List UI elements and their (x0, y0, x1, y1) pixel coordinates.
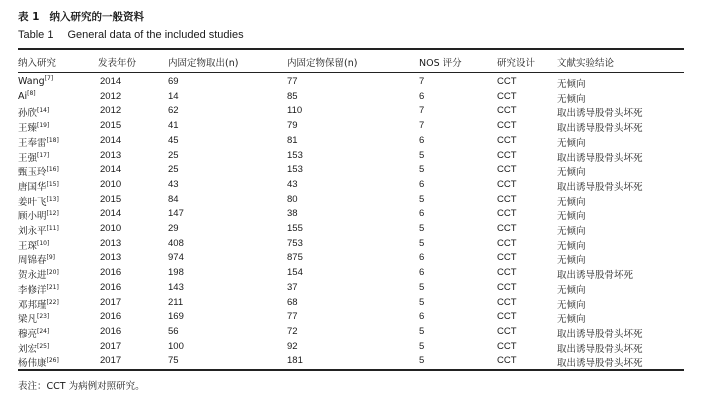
study-name: 孙欣 (18, 108, 38, 120)
cell-study (18, 267, 59, 281)
study-name: 甄玉玲 (18, 167, 47, 179)
cell-retained: 155 (287, 223, 303, 234)
cell-removed: 29 (168, 223, 179, 234)
study-name: 周锦春 (18, 255, 47, 267)
cell-nos: 5 (419, 164, 425, 176)
cell-conclusion: 无倾向 (557, 167, 586, 179)
cell-retained: 79 (287, 120, 298, 132)
cell-conclusion: 无倾向 (557, 299, 586, 311)
cell-design: CCT (497, 149, 517, 161)
study-name: 王臻 (18, 123, 38, 135)
cell-study (18, 282, 59, 296)
cell-retained: 72 (287, 325, 298, 337)
cell-study (18, 150, 49, 164)
cell-retained: 37 (287, 281, 298, 293)
cell-retained: 43 (287, 178, 298, 190)
study-ref: [18] (46, 136, 59, 144)
cell-nos: 5 (419, 237, 425, 249)
cell-nos: 6 (419, 311, 425, 323)
cell-design: CCT (497, 340, 517, 352)
cell-conclusion: 无倾向 (557, 93, 586, 105)
cell-retained: 875 (287, 252, 303, 264)
table-row (0, 135, 706, 150)
cell-conclusion: 无倾向 (557, 137, 586, 149)
cell-year: 2017 (100, 296, 122, 308)
cell-study (18, 194, 59, 208)
cell-removed: 169 (168, 311, 184, 323)
cell-retained: 181 (287, 355, 303, 367)
cell-conclusion: 无倾向 (557, 314, 586, 326)
cell-nos: 5 (419, 325, 425, 337)
cell-removed: 69 (168, 76, 179, 87)
table-row (0, 223, 706, 238)
cell-year: 2016 (100, 281, 122, 293)
cell-removed: 41 (168, 120, 179, 132)
caption-cn (18, 9, 144, 24)
cell-year: 2014 (100, 134, 122, 146)
cell-removed: 143 (168, 281, 184, 293)
cell-study (18, 91, 36, 102)
cell-study (18, 238, 49, 252)
cell-retained: 77 (287, 76, 298, 87)
cell-year: 2012 (100, 90, 122, 102)
cell-study (18, 179, 59, 193)
cell-year: 2016 (100, 311, 122, 323)
cell-study (18, 105, 49, 119)
study-ref: [15] (46, 180, 59, 188)
study-ref: [9] (46, 254, 56, 262)
cell-conclusion: 取出诱导股骨坏死 (557, 270, 634, 282)
cell-design: CCT (497, 296, 517, 308)
table-row (0, 150, 706, 165)
cell-retained: 92 (287, 340, 298, 352)
cell-retained: 68 (287, 296, 298, 308)
cell-study (18, 120, 49, 134)
cell-removed: 84 (168, 193, 179, 205)
cell-year: 2013 (100, 237, 122, 249)
table-row (0, 238, 706, 253)
header-study: 纳入研究 (18, 58, 57, 69)
cell-conclusion: 取出诱导股骨头坏死 (557, 328, 643, 340)
cell-retained: 77 (287, 311, 298, 323)
study-name: 刘永平 (18, 226, 47, 237)
table-row (0, 326, 706, 341)
cell-year: 2016 (100, 325, 122, 337)
cell-retained: 85 (287, 90, 298, 102)
cell-conclusion: 无倾向 (557, 240, 586, 252)
cell-removed: 25 (168, 149, 179, 161)
cell-design: CCT (497, 193, 517, 205)
cell-year: 2014 (100, 76, 122, 87)
cell-nos: 6 (419, 267, 425, 279)
study-name: 唐国华 (18, 181, 47, 193)
cell-study (18, 208, 59, 222)
cell-conclusion: 取出诱导股骨头坏死 (557, 123, 643, 135)
study-ref: [24] (37, 327, 50, 335)
study-ref: [20] (46, 269, 59, 277)
cell-nos: 5 (419, 340, 425, 352)
cell-year: 2015 (100, 193, 122, 205)
cell-nos: 5 (419, 149, 425, 161)
cell-design: CCT (497, 267, 517, 279)
header-removed: 内固定物取出(n) (168, 58, 239, 69)
study-ref: [13] (46, 195, 59, 203)
cell-nos: 7 (419, 105, 425, 117)
study-ref: [22] (46, 298, 59, 306)
cell-study (18, 76, 53, 87)
cell-nos: 7 (419, 120, 425, 132)
study-name: 穆亮 (18, 328, 38, 340)
cell-retained: 753 (287, 237, 303, 249)
cell-design: CCT (497, 237, 517, 249)
cell-nos: 5 (419, 193, 425, 205)
header-year: 发表年份 (98, 58, 137, 69)
cell-conclusion: 无倾向 (557, 255, 586, 267)
caption-cn-number: 表 1 (18, 11, 40, 23)
study-name: 王强 (18, 152, 38, 164)
cell-design: CCT (497, 208, 517, 220)
cell-year: 2014 (100, 164, 122, 176)
table-row (0, 76, 706, 91)
cell-study (18, 326, 49, 340)
cell-nos: 5 (419, 296, 425, 308)
cell-removed: 198 (168, 267, 184, 279)
cell-removed: 56 (168, 325, 179, 337)
study-name: 梁凡 (18, 314, 38, 326)
cell-study (18, 297, 59, 311)
cell-nos: 5 (419, 281, 425, 293)
cell-design: CCT (497, 252, 517, 264)
cell-design: CCT (497, 223, 517, 234)
cell-removed: 100 (168, 340, 184, 352)
study-name: Ai (18, 90, 28, 102)
table-row (0, 120, 706, 135)
cell-nos: 6 (419, 252, 425, 264)
cell-retained: 81 (287, 134, 298, 146)
table-row (0, 164, 706, 179)
study-name: 刘宏 (18, 343, 38, 355)
cell-removed: 408 (168, 237, 184, 249)
cell-year: 2015 (100, 120, 122, 132)
cell-conclusion: 取出诱导股骨头坏死 (557, 343, 643, 355)
study-ref: [11] (46, 225, 59, 232)
cell-design: CCT (497, 325, 517, 337)
caption-en-number: Table 1 (18, 29, 54, 41)
cell-removed: 211 (168, 296, 184, 308)
cell-conclusion: 无倾向 (557, 284, 586, 296)
cell-removed: 75 (168, 355, 179, 367)
study-ref: [25] (37, 342, 50, 350)
cell-nos: 7 (419, 76, 425, 87)
cell-year: 2012 (100, 105, 122, 117)
study-name: 王琛 (18, 240, 38, 252)
study-name: 王奉雷 (18, 137, 47, 149)
cell-nos: 5 (419, 223, 425, 234)
cell-removed: 43 (168, 178, 179, 190)
cell-year: 2017 (100, 340, 122, 352)
table-note: 表注：CCT 为病例对照研究。 (18, 381, 145, 392)
cell-design: CCT (497, 164, 517, 176)
table-row (0, 267, 706, 282)
study-ref: [19] (37, 122, 50, 130)
cell-removed: 147 (168, 208, 184, 220)
study-ref: [16] (46, 166, 59, 174)
cell-design: CCT (497, 120, 517, 132)
cell-retained: 80 (287, 193, 298, 205)
cell-year: 2016 (100, 267, 122, 279)
cell-retained: 154 (287, 267, 303, 279)
study-name: 李修洋 (18, 284, 47, 296)
cell-design: CCT (497, 178, 517, 190)
study-name: 顾小明 (18, 211, 47, 223)
header-nos: NOS 评分 (419, 58, 462, 69)
cell-study (18, 223, 59, 237)
cell-nos: 6 (419, 90, 425, 102)
study-name: 杨伟康 (18, 358, 47, 370)
cell-design: CCT (497, 76, 517, 87)
cell-year: 2010 (100, 223, 122, 234)
caption-en (18, 29, 244, 41)
cell-nos: 5 (419, 355, 425, 367)
cell-year: 2010 (100, 178, 122, 190)
study-ref: [17] (37, 151, 50, 159)
cell-study (18, 164, 59, 178)
cell-year: 2013 (100, 149, 122, 161)
cell-design: CCT (497, 90, 517, 102)
cell-study (18, 135, 59, 149)
table-row (0, 105, 706, 120)
cell-retained: 153 (287, 164, 303, 176)
study-ref: [14] (37, 107, 50, 115)
study-ref: [7] (44, 75, 54, 82)
cell-study (18, 341, 49, 355)
table-top-rule (18, 48, 684, 50)
table-row (0, 179, 706, 194)
cell-retained: 110 (287, 105, 303, 117)
cell-removed: 45 (168, 134, 179, 146)
header-conclusion: 文献实验结论 (557, 58, 615, 69)
header-retained: 内固定物保留(n) (287, 58, 358, 69)
table-bottom-rule (18, 369, 684, 371)
cell-removed: 974 (168, 252, 184, 264)
study-ref: [12] (46, 210, 59, 218)
study-ref: [8] (27, 89, 36, 97)
study-name: 贺永进 (18, 270, 47, 282)
cell-design: CCT (497, 311, 517, 323)
study-ref: [10] (37, 239, 50, 247)
study-ref: [21] (46, 283, 59, 291)
cell-removed: 62 (168, 105, 179, 117)
cell-nos: 6 (419, 178, 425, 190)
table-row (0, 252, 706, 267)
study-ref: [26] (46, 357, 59, 365)
table-row (0, 282, 706, 297)
cell-nos: 6 (419, 208, 425, 220)
cell-removed: 25 (168, 164, 179, 176)
table-row (0, 341, 706, 356)
cell-conclusion: 取出诱导股骨头坏死 (557, 152, 643, 164)
cell-conclusion: 取出诱导股骨头坏死 (557, 108, 643, 120)
cell-conclusion: 无倾向 (557, 79, 586, 90)
cell-year: 2014 (100, 208, 122, 220)
cell-study (18, 252, 55, 266)
table-row (0, 297, 706, 312)
table-header-rule (18, 72, 684, 73)
cell-conclusion: 无倾向 (557, 211, 586, 223)
caption-en-title: General data of the included studies (67, 29, 244, 41)
cell-nos: 6 (419, 134, 425, 146)
table-row (0, 311, 706, 326)
cell-design: CCT (497, 281, 517, 293)
table-row (0, 208, 706, 223)
cell-study (18, 311, 49, 325)
study-name: 姜叶飞 (18, 196, 47, 208)
cell-design: CCT (497, 134, 517, 146)
study-name: 邓邦瑾 (18, 299, 47, 311)
caption-cn-title: 纳入研究的一般资料 (49, 11, 144, 23)
cell-study (18, 355, 59, 369)
cell-conclusion: 取出诱导股骨头坏死 (557, 358, 643, 370)
table-row (0, 91, 706, 106)
cell-retained: 38 (287, 208, 298, 220)
cell-retained: 153 (287, 149, 303, 161)
cell-year: 2013 (100, 252, 122, 264)
study-name: Wang (18, 76, 45, 87)
study-ref: [23] (37, 313, 50, 321)
table-row (0, 194, 706, 209)
cell-removed: 14 (168, 90, 179, 102)
cell-design: CCT (497, 355, 517, 367)
cell-year: 2017 (100, 355, 122, 367)
cell-design: CCT (497, 105, 517, 117)
cell-conclusion: 取出诱导股骨头坏死 (557, 181, 643, 193)
cell-conclusion: 无倾向 (557, 226, 586, 237)
cell-conclusion: 无倾向 (557, 196, 586, 208)
header-design: 研究设计 (497, 58, 536, 69)
